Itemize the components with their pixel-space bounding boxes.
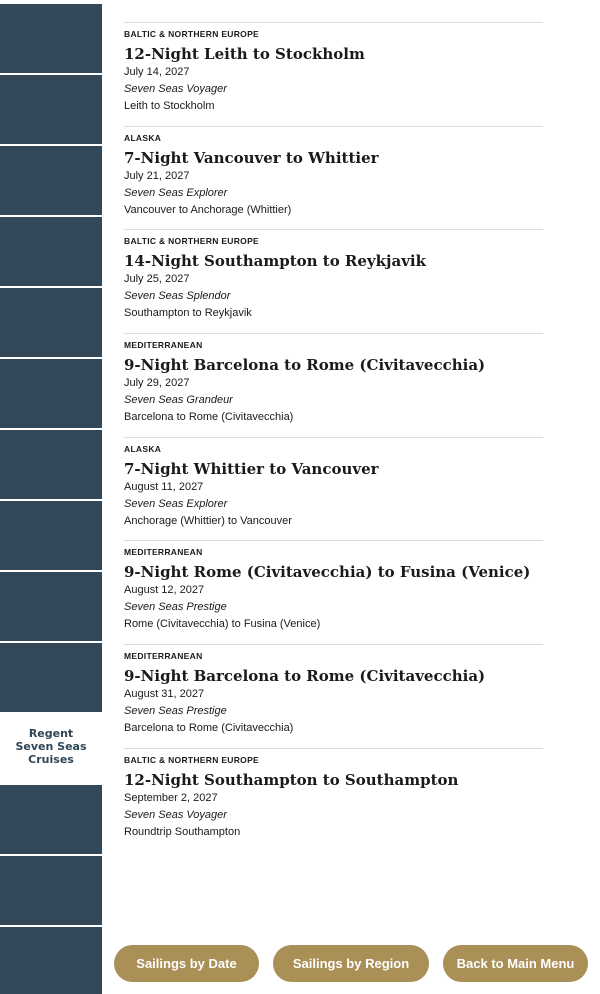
sidebar-tab[interactable]: [0, 146, 102, 215]
sailing-region: MEDITERRANEAN: [124, 547, 203, 558]
sailing-ship: Seven Seas Splendor: [124, 290, 231, 303]
sidebar-tab[interactable]: [0, 4, 102, 73]
sidebar-tab-active[interactable]: [0, 714, 102, 778]
sailing-item[interactable]: [124, 748, 543, 852]
sailing-item[interactable]: [124, 437, 543, 541]
sailing-region: BALTIC & NORTHERN EUROPE: [124, 29, 260, 39]
sailing-item[interactable]: [124, 644, 543, 748]
sidebar-tab[interactable]: [0, 359, 102, 428]
sailings-by-region-button[interactable]: Sailings by Region: [273, 945, 429, 982]
sailing-region: MEDITERRANEAN: [124, 651, 203, 662]
sailing-date: July 25, 2027: [124, 273, 190, 286]
sidebar-tab[interactable]: [0, 785, 102, 854]
sidebar-tab[interactable]: [0, 643, 102, 712]
sailing-route: Leith to Stockholm: [124, 100, 215, 112]
sailing-item[interactable]: [124, 126, 543, 230]
sailing-route: Southampton to Reykjavik: [124, 307, 252, 320]
sailing-ship: Seven Seas Grandeur: [124, 394, 233, 407]
sailing-item[interactable]: [124, 229, 543, 333]
sailing-ship: Seven Seas Voyager: [124, 83, 227, 95]
sidebar-active-label: Regent Seven Seas Cruises: [15, 726, 87, 766]
sailing-route: Barcelona to Rome (Civitavecchia): [124, 722, 294, 735]
sailing-title: 9-Night Barcelona to Rome (Civitavecchia): [124, 356, 486, 375]
sailing-title: 12-Night Leith to Stockholm: [124, 45, 365, 63]
sailing-region: ALASKA: [124, 443, 162, 454]
sailing-title: 7-Night Vancouver to Whittier: [124, 148, 379, 167]
sailing-region: MEDITERRANEAN: [124, 340, 203, 351]
sailing-ship: Seven Seas Explorer: [124, 186, 228, 199]
sailing-ship: Seven Seas Explorer: [124, 497, 228, 510]
sailing-title: 9-Night Rome (Civitavecchia) to Fusina (Venice): [124, 563, 531, 582]
sailing-item[interactable]: [124, 333, 543, 437]
sailing-date: August 11, 2027: [124, 480, 204, 493]
sailing-title: 14-Night Southampton to Reykjavik: [124, 252, 426, 271]
sailing-date: August 12, 2027: [124, 584, 205, 597]
sailing-route: Barcelona to Rome (Civitavecchia): [124, 411, 294, 424]
sidebar-tab[interactable]: [0, 856, 102, 925]
sailing-date: July 29, 2027: [124, 377, 190, 390]
sidebar-tab[interactable]: [0, 288, 102, 357]
sailing-route: Rome (Civitavecchia) to Fusina (Venice): [124, 618, 321, 631]
sailing-date: September 2, 2027: [124, 791, 218, 804]
sailing-item[interactable]: [124, 22, 543, 126]
sailing-region: ALASKA: [124, 132, 162, 143]
sailing-date: July 21, 2027: [124, 169, 190, 182]
sailing-title: 12-Night Southampton to Southampton: [124, 770, 459, 789]
back-to-main-menu-button[interactable]: Back to Main Menu: [443, 945, 588, 982]
sailing-route: Roundtrip Southampton: [124, 825, 241, 838]
sailing-ship: Seven Seas Prestige: [124, 705, 227, 718]
sidebar-tab[interactable]: [0, 501, 102, 570]
sailing-region: BALTIC & NORTHERN EUROPE: [124, 236, 260, 247]
sailing-title: 7-Night Whittier to Vancouver: [124, 459, 379, 478]
sailing-ship: Seven Seas Prestige: [124, 601, 227, 614]
sailing-ship: Seven Seas Voyager: [124, 808, 227, 821]
sailing-item[interactable]: [124, 540, 543, 644]
sailing-list: [124, 22, 543, 852]
sailing-route: Vancouver to Anchorage (Whittier): [124, 203, 292, 216]
sailing-title: 9-Night Barcelona to Rome (Civitavecchia): [124, 667, 486, 686]
sidebar: [0, 0, 102, 994]
sailing-date: August 31, 2027: [124, 688, 205, 701]
sidebar-tab[interactable]: [0, 572, 102, 641]
sailings-by-date-button[interactable]: Sailings by Date: [114, 945, 259, 982]
sidebar-tab[interactable]: [0, 927, 102, 994]
sidebar-tab[interactable]: [0, 430, 102, 499]
sailing-route: Anchorage (Whittier) to Vancouver: [124, 514, 292, 527]
sidebar-tab[interactable]: [0, 75, 102, 144]
sailing-region: BALTIC & NORTHERN EUROPE: [124, 754, 260, 765]
sidebar-tab[interactable]: [0, 217, 102, 286]
sailing-date: July 14, 2027: [124, 66, 190, 78]
